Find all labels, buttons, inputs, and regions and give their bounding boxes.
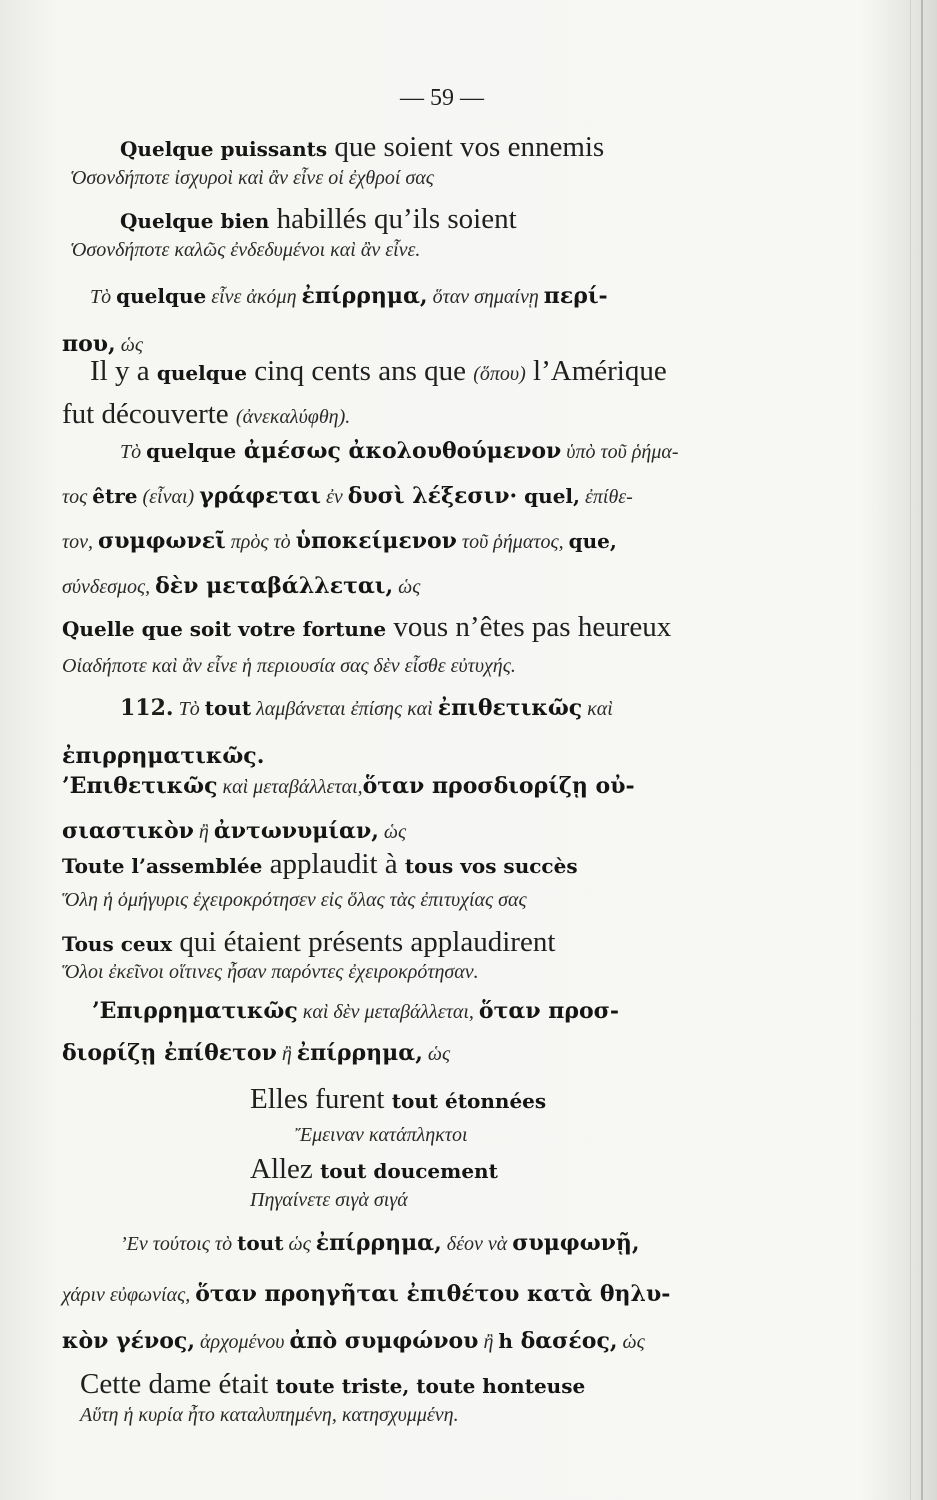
text-line: [250, 1155, 498, 1184]
text-line: [62, 928, 555, 957]
text-segment: tout étonnées: [391, 1089, 547, 1113]
text-line: [120, 133, 604, 162]
text-line: [62, 1042, 450, 1064]
text-line: [120, 697, 613, 719]
text-segment: Il y a: [90, 355, 157, 387]
text-segment: Τὸ: [120, 441, 147, 463]
page-number: — 59 —: [400, 85, 484, 111]
page-edge-line: [921, 0, 923, 1500]
text-line: [62, 820, 406, 842]
text-line: [80, 1405, 459, 1425]
text-segment: ὡς: [617, 1331, 645, 1353]
text-segment: ἢ: [478, 1331, 499, 1353]
text-segment: ὅταν προηγῆται ἐπιθέτου κατὰ θηλυ-: [195, 1281, 671, 1307]
text-line: [62, 850, 578, 879]
text-segment: Cette dame était: [80, 1368, 276, 1400]
text-segment: (ἀνεκαλύφθη).: [235, 406, 351, 428]
text-line: [62, 962, 479, 982]
text-segment: Ὅλοι ἐκεῖνοι οἵτινες ἦσαν παρόντες ἐχειροκρότησαν.: [62, 961, 479, 983]
text-segment: Quelque bien: [120, 209, 270, 233]
text-segment: qui étaient présents applaudirent: [172, 926, 556, 958]
text-segment: Ἔμειναν κατάπληκτοι: [295, 1124, 468, 1146]
text-line: [120, 205, 517, 234]
text-segment: ὡς: [378, 821, 407, 843]
text-segment: ἐπιθετικῶς: [437, 695, 583, 721]
text-segment: ἐπίθε-: [579, 486, 633, 508]
text-segment: ἀντωνυμίαν,: [213, 818, 379, 844]
text-segment: vous n’êtes pas heureux: [386, 611, 672, 643]
text-line: [70, 168, 434, 188]
text-segment: Tous ceux: [62, 932, 173, 956]
text-line: [250, 1190, 408, 1210]
text-segment: tout: [237, 1231, 284, 1255]
text-line: [62, 1283, 670, 1305]
text-segment: quelque: [156, 361, 247, 385]
text-line: [62, 613, 671, 642]
text-segment: Quelque puissants: [120, 137, 328, 161]
text-segment: l’Amérique: [525, 355, 667, 387]
text-segment: quelque: [146, 439, 237, 463]
text-segment: ὡς: [422, 1043, 451, 1065]
text-segment: ὡς: [115, 334, 143, 356]
text-segment: καὶ δὲν μεταβάλλεται,: [297, 1001, 479, 1023]
text-segment: ’Εν τούτοις τὸ: [120, 1233, 238, 1255]
text-segment: 112.: [120, 695, 174, 721]
text-segment: ἢ: [276, 1043, 297, 1065]
text-segment: τοῦ ῥήματος,: [456, 531, 569, 553]
text-segment: (εἶναι): [137, 486, 200, 508]
text-segment: συμφωνεῖ: [98, 528, 226, 554]
text-segment: tous vos succès: [404, 854, 578, 878]
text-segment: καὶ μεταβάλλεται,: [217, 776, 363, 798]
text-segment: ὑποκείμενον: [295, 528, 457, 554]
text-segment: περί-: [543, 283, 608, 309]
text-segment: quel,: [517, 484, 580, 508]
text-segment: Quelle que soit votre fortune: [62, 617, 387, 641]
page-edge-line: [910, 0, 911, 1500]
text-segment: ἐπίρρημα,: [301, 283, 428, 309]
text-segment: τον,: [62, 531, 99, 553]
text-segment: σύνδεσμος,: [62, 576, 156, 598]
text-line: [62, 485, 633, 507]
text-segment: ἐπίρρημα,: [315, 1230, 442, 1256]
text-line: [62, 745, 264, 767]
text-segment: ἀρχομένου: [194, 1331, 290, 1353]
text-segment: καὶ: [582, 698, 613, 720]
text-line: [90, 357, 667, 386]
text-segment: γράφεται: [199, 483, 321, 509]
text-segment: quelque: [116, 284, 207, 308]
text-segment: ἢ: [193, 821, 214, 843]
text-segment: ’Επιθετικῶς: [62, 773, 218, 799]
text-line: [62, 775, 635, 797]
text-segment: que,: [568, 529, 617, 553]
text-segment: ὑπὸ τοῦ ῥήμα-: [561, 441, 679, 463]
text-line: [62, 333, 143, 355]
text-segment: que soient vos ennemis: [327, 131, 605, 163]
text-segment: πρὸς τὸ: [225, 531, 296, 553]
text-segment: (ὅπου): [473, 363, 526, 385]
text-segment: ἐπίρρημα,: [296, 1040, 423, 1066]
text-segment: Ὁσονδήποτε ἰσχυροὶ καὶ ἂν εἶνε οἱ ἐχθροί σας: [70, 167, 434, 189]
text-segment: Ὁσονδήποτε καλῶς ἐνδεδυμένοι καὶ ἂν εἶνε.: [70, 239, 421, 261]
text-line: [295, 1125, 468, 1145]
text-segment: tout: [204, 696, 252, 720]
text-segment: ὡς: [283, 1233, 316, 1255]
text-segment: που,: [62, 331, 116, 357]
text-segment: δὲν μεταβάλλεται,: [155, 573, 394, 599]
text-segment: Οἱαδήποτε καὶ ἂν εἶνε ἡ περιουσία σας δὲν εἶσθε εὐτυχής.: [62, 655, 516, 677]
text-segment: ὅταν προσ-: [478, 998, 620, 1024]
text-line: [62, 530, 617, 552]
text-segment: χάριν εὐφωνίας,: [62, 1284, 196, 1306]
text-segment: σιαστικὸν: [62, 818, 194, 844]
text-segment: δέον νὰ: [441, 1233, 513, 1255]
text-line: [90, 285, 608, 307]
text-segment: δασέος,: [512, 1328, 618, 1354]
text-segment: ὅταν σημαίνῃ: [427, 286, 544, 308]
text-line: [62, 890, 527, 910]
text-segment: Αὕτη ἡ κυρία ἦτο καταλυπημένη, κατησχυμμένη.: [80, 1404, 459, 1426]
text-segment: λαμβάνεται ἐπίσης καὶ: [251, 698, 438, 720]
text-segment: tout doucement: [320, 1159, 498, 1183]
text-line: [62, 575, 420, 597]
text-segment: ἐν: [320, 486, 348, 508]
text-segment: ὡς: [393, 576, 421, 598]
text-segment: Elles furent: [250, 1083, 392, 1115]
text-segment: ἐπιρρηματικῶς.: [62, 743, 265, 769]
text-segment: κὸν γένος,: [62, 1328, 195, 1354]
text-line: [92, 1000, 619, 1022]
text-segment: ἀμέσως ἀκολουθούμενον: [236, 438, 562, 464]
text-segment: Ὅλη ἡ ὁμήγυρις ἐχειροκρότησεν εἰς ὅλας τὰς ἐπιτυχίας σας: [62, 889, 527, 911]
text-line: [62, 1330, 645, 1352]
text-line: [70, 240, 420, 260]
text-line: [62, 656, 516, 676]
text-segment: τος: [62, 486, 93, 508]
text-segment: ὅταν προσδιορίζῃ οὐ-: [362, 773, 635, 799]
text-line: [120, 1232, 640, 1254]
text-segment: Τὸ: [90, 286, 117, 308]
text-segment: ’Επιρρηματικῶς: [92, 998, 298, 1024]
text-segment: συμφωνῇ,: [512, 1230, 640, 1256]
text-segment: ἀπὸ συμφώνου: [289, 1328, 479, 1354]
text-segment: εἶνε ἀκόμη: [206, 286, 302, 308]
text-segment: Τὸ: [173, 698, 205, 720]
text-segment: Πηγαίνετε σιγὰ σιγά: [250, 1189, 408, 1211]
text-line: [120, 440, 679, 462]
text-segment: Allez: [250, 1153, 321, 1185]
text-line: [62, 400, 350, 429]
text-segment: h: [498, 1329, 513, 1353]
text-segment: toute triste, toute honteuse: [275, 1374, 586, 1398]
text-segment: être: [92, 484, 138, 508]
text-segment: habillés qu’ils soient: [269, 203, 517, 235]
text-segment: cinq cents ans que: [246, 355, 474, 387]
text-segment: διορίζῃ ἐπίθετον: [62, 1040, 277, 1066]
text-line: [250, 1085, 546, 1114]
text-line: [80, 1370, 585, 1399]
text-segment: δυσὶ λέξεσιν·: [347, 483, 518, 509]
text-segment: fut découverte: [62, 398, 236, 430]
text-segment: Toute l’assemblée: [62, 854, 263, 878]
text-segment: applaudit à: [262, 848, 405, 880]
